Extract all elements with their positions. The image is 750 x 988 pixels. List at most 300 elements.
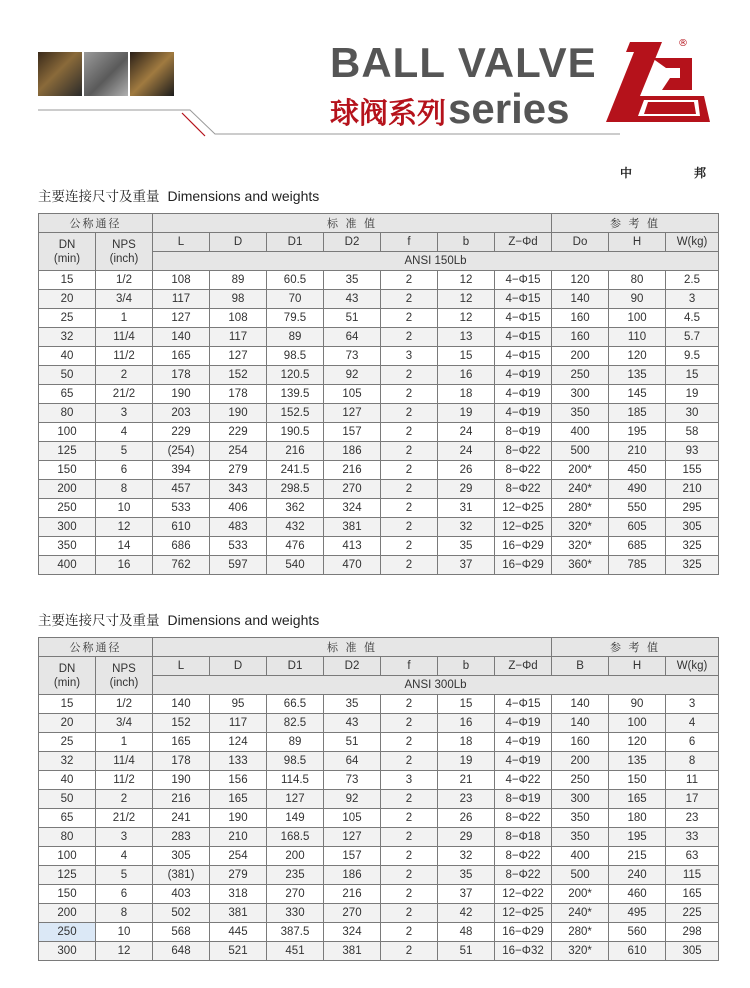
table-cell: 26 <box>438 461 495 480</box>
table-row <box>39 828 719 847</box>
table-cell: 495 <box>609 904 666 923</box>
table-cell: 64 <box>324 328 381 347</box>
table-cell: 403 <box>153 885 210 904</box>
table-cell: 483 <box>210 518 267 537</box>
table-cell: 100 <box>609 714 666 733</box>
table-cell: 200* <box>552 885 609 904</box>
table-cell: 229 <box>153 423 210 442</box>
table-cell: 29 <box>438 828 495 847</box>
header-col: D <box>210 657 267 676</box>
table-cell: 330 <box>267 904 324 923</box>
table-cell: 470 <box>324 556 381 575</box>
table-cell: 432 <box>267 518 324 537</box>
header-col: f <box>381 233 438 252</box>
cell-dn: 250 <box>39 923 96 942</box>
table-cell: 120 <box>552 271 609 290</box>
cell-dn: 125 <box>39 442 96 461</box>
table-cell: 35 <box>324 695 381 714</box>
table-cell: 11 <box>666 771 719 790</box>
cell-nps: 5 <box>96 442 153 461</box>
table-body <box>39 271 719 575</box>
table-cell: 2 <box>381 714 438 733</box>
table-cell: 2 <box>381 309 438 328</box>
table-cell: 381 <box>210 904 267 923</box>
header-col: b <box>438 233 495 252</box>
table-cell: 140 <box>552 714 609 733</box>
cell-nps: 21/2 <box>96 809 153 828</box>
table-cell: 9.5 <box>666 347 719 366</box>
cell-nps: 10 <box>96 923 153 942</box>
table-cell: 216 <box>153 790 210 809</box>
header-col: Z−Φd <box>495 657 552 676</box>
product-photo <box>38 52 82 96</box>
page-subtitle-series: series <box>448 85 570 132</box>
table-cell: 135 <box>609 752 666 771</box>
table-row <box>39 695 719 714</box>
table-row <box>39 366 719 385</box>
section-title-cn: 主要连接尺寸及重量 <box>38 613 160 629</box>
table-cell: 240 <box>609 866 666 885</box>
table-row <box>39 556 719 575</box>
table-cell: 51 <box>438 942 495 961</box>
header-col: f <box>381 657 438 676</box>
table-cell: 2 <box>381 499 438 518</box>
table-cell: 95 <box>210 695 267 714</box>
table-cell: 156 <box>210 771 267 790</box>
table-cell: 686 <box>153 537 210 556</box>
class-label: ANSI 300Lb <box>153 676 719 695</box>
product-photo <box>130 52 174 96</box>
table-cell: 4−Φ19 <box>495 366 552 385</box>
header-nominal: 公称通径 <box>39 638 153 657</box>
table-cell: 21 <box>438 771 495 790</box>
cell-nps: 10 <box>96 499 153 518</box>
table-cell: 90 <box>609 695 666 714</box>
table-cell: 320* <box>552 518 609 537</box>
table-cell: 155 <box>666 461 719 480</box>
cell-dn: 50 <box>39 366 96 385</box>
cell-dn: 65 <box>39 385 96 404</box>
header-nps: NPS (inch) <box>96 233 153 271</box>
table-row <box>39 809 719 828</box>
table-cell: 229 <box>210 423 267 442</box>
cell-nps: 12 <box>96 942 153 961</box>
cell-nps: 4 <box>96 847 153 866</box>
section-title-300lb <box>38 609 319 629</box>
table-cell: 152 <box>153 714 210 733</box>
table-cell: 8−Φ22 <box>495 809 552 828</box>
table-row <box>39 347 719 366</box>
dimensions-table-300lb <box>38 637 719 961</box>
table-cell: 32 <box>438 847 495 866</box>
cell-dn: 200 <box>39 904 96 923</box>
table-cell: 320* <box>552 942 609 961</box>
table-cell: 33 <box>666 828 719 847</box>
table-cell: 17 <box>666 790 719 809</box>
table-cell: 43 <box>324 290 381 309</box>
header-col: H <box>609 657 666 676</box>
page-title: BALL VALVE <box>330 39 597 86</box>
section-title-cn: 主要连接尺寸及重量 <box>38 189 160 205</box>
table-cell: 2 <box>381 480 438 499</box>
table-cell: 51 <box>324 309 381 328</box>
cell-nps: 3 <box>96 404 153 423</box>
table-cell: 2 <box>381 885 438 904</box>
table-cell: 325 <box>666 537 719 556</box>
table-cell: 5.7 <box>666 328 719 347</box>
table-cell: 2 <box>381 790 438 809</box>
table-cell: 149 <box>267 809 324 828</box>
table-cell: 92 <box>324 790 381 809</box>
table-cell: 160 <box>552 328 609 347</box>
table-cell: 298.5 <box>267 480 324 499</box>
table-cell: 2 <box>381 328 438 347</box>
cell-dn: 80 <box>39 828 96 847</box>
table-cell: 127 <box>153 309 210 328</box>
table-cell: 2 <box>381 809 438 828</box>
cell-nps: 21/2 <box>96 385 153 404</box>
table-cell: 2 <box>381 733 438 752</box>
cell-nps: 3 <box>96 828 153 847</box>
table-cell: 2 <box>381 828 438 847</box>
table-cell: 30 <box>666 404 719 423</box>
cell-nps: 8 <box>96 904 153 923</box>
table-cell: 100 <box>609 309 666 328</box>
header-col: Do <box>552 233 609 252</box>
table-cell: 215 <box>609 847 666 866</box>
table-cell: 362 <box>267 499 324 518</box>
table-cell: 127 <box>210 347 267 366</box>
table-cell: 195 <box>609 828 666 847</box>
cell-dn: 32 <box>39 328 96 347</box>
table-cell: 490 <box>609 480 666 499</box>
table-row <box>39 385 719 404</box>
header-reference: 参 考 值 <box>552 638 719 657</box>
table-cell: 145 <box>609 385 666 404</box>
table-cell: 160 <box>552 309 609 328</box>
table-cell: 8−Φ22 <box>495 847 552 866</box>
table-cell: 4 <box>666 714 719 733</box>
cell-dn: 100 <box>39 423 96 442</box>
section-title-150lb <box>38 185 319 205</box>
header-col: D2 <box>324 233 381 252</box>
table-cell: 165 <box>666 885 719 904</box>
header-col: Z−Φd <box>495 233 552 252</box>
table-cell: 8−Φ19 <box>495 423 552 442</box>
header-col: D1 <box>267 233 324 252</box>
table-row <box>39 328 719 347</box>
table-cell: 89 <box>210 271 267 290</box>
cell-dn: 20 <box>39 714 96 733</box>
table-cell: 280* <box>552 923 609 942</box>
table-cell: 63 <box>666 847 719 866</box>
header-col: b <box>438 657 495 676</box>
cell-dn: 25 <box>39 733 96 752</box>
table-row <box>39 885 719 904</box>
table-cell: 15 <box>438 347 495 366</box>
header-col: H <box>609 233 666 252</box>
table-cell: 117 <box>210 328 267 347</box>
table-cell: 2 <box>381 752 438 771</box>
cell-nps: 12 <box>96 518 153 537</box>
table-cell: 64 <box>324 752 381 771</box>
table-cell: 127 <box>324 828 381 847</box>
table-cell: 216 <box>324 885 381 904</box>
table-cell: 114.5 <box>267 771 324 790</box>
table-cell: 406 <box>210 499 267 518</box>
table-cell: 140 <box>153 328 210 347</box>
table-row <box>39 480 719 499</box>
table-cell: 280* <box>552 499 609 518</box>
table-cell: 4−Φ15 <box>495 290 552 309</box>
cell-dn: 400 <box>39 556 96 575</box>
table-row <box>39 904 719 923</box>
header-standard: 标 准 值 <box>153 214 552 233</box>
table-cell: 108 <box>153 271 210 290</box>
table-cell: 89 <box>267 328 324 347</box>
table-cell: 568 <box>153 923 210 942</box>
table-cell: 140 <box>153 695 210 714</box>
table-cell: 2 <box>381 847 438 866</box>
table-cell: 190 <box>153 385 210 404</box>
table-cell: 2 <box>381 923 438 942</box>
table-cell: 400 <box>552 423 609 442</box>
table-cell: 785 <box>609 556 666 575</box>
table-cell: 400 <box>552 847 609 866</box>
table-cell: 8−Φ22 <box>495 866 552 885</box>
table-cell: 250 <box>552 366 609 385</box>
table-cell: 90 <box>609 290 666 309</box>
table-cell: 16−Φ29 <box>495 556 552 575</box>
table-cell: 2 <box>381 556 438 575</box>
header-col: L <box>153 233 210 252</box>
table-cell: 4−Φ19 <box>495 714 552 733</box>
cell-dn: 250 <box>39 499 96 518</box>
cell-nps: 16 <box>96 556 153 575</box>
table-cell: 605 <box>609 518 666 537</box>
table-cell: 108 <box>210 309 267 328</box>
table-cell: 4−Φ19 <box>495 385 552 404</box>
cell-dn: 80 <box>39 404 96 423</box>
table-cell: 66.5 <box>267 695 324 714</box>
cell-nps: 1 <box>96 309 153 328</box>
table-cell: 152 <box>210 366 267 385</box>
table-row <box>39 537 719 556</box>
logo-text: 中 <box>620 166 633 180</box>
table-cell: 12−Φ22 <box>495 885 552 904</box>
table-cell: 533 <box>153 499 210 518</box>
table-cell: 3 <box>666 290 719 309</box>
table-cell: 235 <box>267 866 324 885</box>
table-cell: 19 <box>666 385 719 404</box>
table-cell: 180 <box>609 809 666 828</box>
table-cell: 200* <box>552 461 609 480</box>
cell-dn: 32 <box>39 752 96 771</box>
table-row <box>39 771 719 790</box>
cell-nps: 11/4 <box>96 328 153 347</box>
table-cell: 200 <box>267 847 324 866</box>
table-cell: 325 <box>666 556 719 575</box>
table-cell: 80 <box>609 271 666 290</box>
table-cell: 270 <box>267 885 324 904</box>
table-row <box>39 714 719 733</box>
table-row <box>39 271 719 290</box>
table-cell: 58 <box>666 423 719 442</box>
cell-nps: 11/2 <box>96 347 153 366</box>
cell-nps: 3/4 <box>96 290 153 309</box>
table-cell: 533 <box>210 537 267 556</box>
table-cell: 127 <box>324 404 381 423</box>
logo-text: 邦 <box>694 166 707 180</box>
table-cell: 502 <box>153 904 210 923</box>
table-cell: 186 <box>324 866 381 885</box>
table-cell: 550 <box>609 499 666 518</box>
table-cell: 4−Φ15 <box>495 309 552 328</box>
table-cell: 270 <box>324 904 381 923</box>
table-cell: 305 <box>153 847 210 866</box>
table-cell: 240* <box>552 904 609 923</box>
table-cell: 451 <box>267 942 324 961</box>
table-cell: 295 <box>666 499 719 518</box>
table-cell: 35 <box>438 866 495 885</box>
header-dn: DN (min) <box>39 233 96 271</box>
cell-nps: 8 <box>96 480 153 499</box>
cell-nps: 1 <box>96 733 153 752</box>
table-cell: 457 <box>153 480 210 499</box>
cell-dn: 40 <box>39 347 96 366</box>
table-cell: 29 <box>438 480 495 499</box>
cell-dn: 200 <box>39 480 96 499</box>
table-cell: 540 <box>267 556 324 575</box>
table-cell: (254) <box>153 442 210 461</box>
table-cell: 250 <box>552 771 609 790</box>
table-cell: 8−Φ22 <box>495 442 552 461</box>
table-cell: 3 <box>666 695 719 714</box>
table-cell: 18 <box>438 733 495 752</box>
table-cell: 140 <box>552 695 609 714</box>
header-col: D1 <box>267 657 324 676</box>
table-cell: 89 <box>267 733 324 752</box>
dimensions-table-150lb <box>38 213 719 575</box>
table-cell: 152.5 <box>267 404 324 423</box>
cell-nps: 3/4 <box>96 714 153 733</box>
table-cell: 500 <box>552 442 609 461</box>
cell-dn: 65 <box>39 809 96 828</box>
table-cell: 31 <box>438 499 495 518</box>
company-logo <box>600 38 712 180</box>
table-cell: 79.5 <box>267 309 324 328</box>
table-cell: 48 <box>438 923 495 942</box>
table-cell: 4−Φ19 <box>495 404 552 423</box>
table-cell: 15 <box>438 695 495 714</box>
cell-dn: 150 <box>39 461 96 480</box>
table-cell: 190 <box>153 771 210 790</box>
table-cell: 35 <box>324 271 381 290</box>
table-cell: 216 <box>267 442 324 461</box>
table-cell: 12−Φ25 <box>495 499 552 518</box>
table-cell: 12 <box>438 309 495 328</box>
table-row <box>39 942 719 961</box>
table-cell: 210 <box>210 828 267 847</box>
table-cell: 37 <box>438 556 495 575</box>
table-cell: 283 <box>153 828 210 847</box>
table-cell: 32 <box>438 518 495 537</box>
table-cell: 60.5 <box>267 271 324 290</box>
table-cell: 93 <box>666 442 719 461</box>
table-cell: 320* <box>552 537 609 556</box>
cell-dn: 150 <box>39 885 96 904</box>
table-cell: 73 <box>324 771 381 790</box>
cell-dn: 40 <box>39 771 96 790</box>
table-cell: 157 <box>324 847 381 866</box>
table-cell: 648 <box>153 942 210 961</box>
table-cell: 190.5 <box>267 423 324 442</box>
table-cell: 16−Φ29 <box>495 537 552 556</box>
product-photos <box>38 52 174 96</box>
table-cell: 3 <box>381 771 438 790</box>
table-row <box>39 518 719 537</box>
table-cell: 178 <box>153 366 210 385</box>
table-cell: 98.5 <box>267 347 324 366</box>
table-row <box>39 290 719 309</box>
cell-dn: 300 <box>39 518 96 537</box>
table-cell: 210 <box>609 442 666 461</box>
table-cell: 127 <box>267 790 324 809</box>
cell-nps: 1/2 <box>96 271 153 290</box>
table-cell: 92 <box>324 366 381 385</box>
table-cell: 298 <box>666 923 719 942</box>
table-cell: 3 <box>381 347 438 366</box>
table-cell: 42 <box>438 904 495 923</box>
table-cell: 165 <box>153 733 210 752</box>
table-cell: (381) <box>153 866 210 885</box>
header-standard: 标 准 值 <box>153 638 552 657</box>
table-cell: 19 <box>438 752 495 771</box>
table-cell: 241 <box>153 809 210 828</box>
table-cell: 381 <box>324 518 381 537</box>
table-cell: 165 <box>210 790 267 809</box>
table-cell: 16−Φ32 <box>495 942 552 961</box>
table-cell: 19 <box>438 404 495 423</box>
table-cell: 254 <box>210 442 267 461</box>
table-cell: 37 <box>438 885 495 904</box>
cell-nps: 6 <box>96 885 153 904</box>
header-col: W(kg) <box>666 657 719 676</box>
cell-nps: 4 <box>96 423 153 442</box>
table-cell: 4−Φ15 <box>495 328 552 347</box>
table-cell: 51 <box>324 733 381 752</box>
table-cell: 2 <box>381 385 438 404</box>
table-cell: 2 <box>381 461 438 480</box>
cell-nps: 6 <box>96 461 153 480</box>
table-cell: 2 <box>381 942 438 961</box>
table-row <box>39 790 719 809</box>
table-cell: 135 <box>609 366 666 385</box>
class-label: ANSI 150Lb <box>153 252 719 271</box>
table-cell: 450 <box>609 461 666 480</box>
cell-nps: 2 <box>96 366 153 385</box>
table-cell: 24 <box>438 423 495 442</box>
table-cell: 8−Φ22 <box>495 480 552 499</box>
table-cell: 203 <box>153 404 210 423</box>
table-row <box>39 404 719 423</box>
table-cell: 23 <box>666 809 719 828</box>
table-cell: 110 <box>609 328 666 347</box>
table-cell: 157 <box>324 423 381 442</box>
table-cell: 4−Φ22 <box>495 771 552 790</box>
table-cell: 350 <box>552 404 609 423</box>
table-cell: 762 <box>153 556 210 575</box>
